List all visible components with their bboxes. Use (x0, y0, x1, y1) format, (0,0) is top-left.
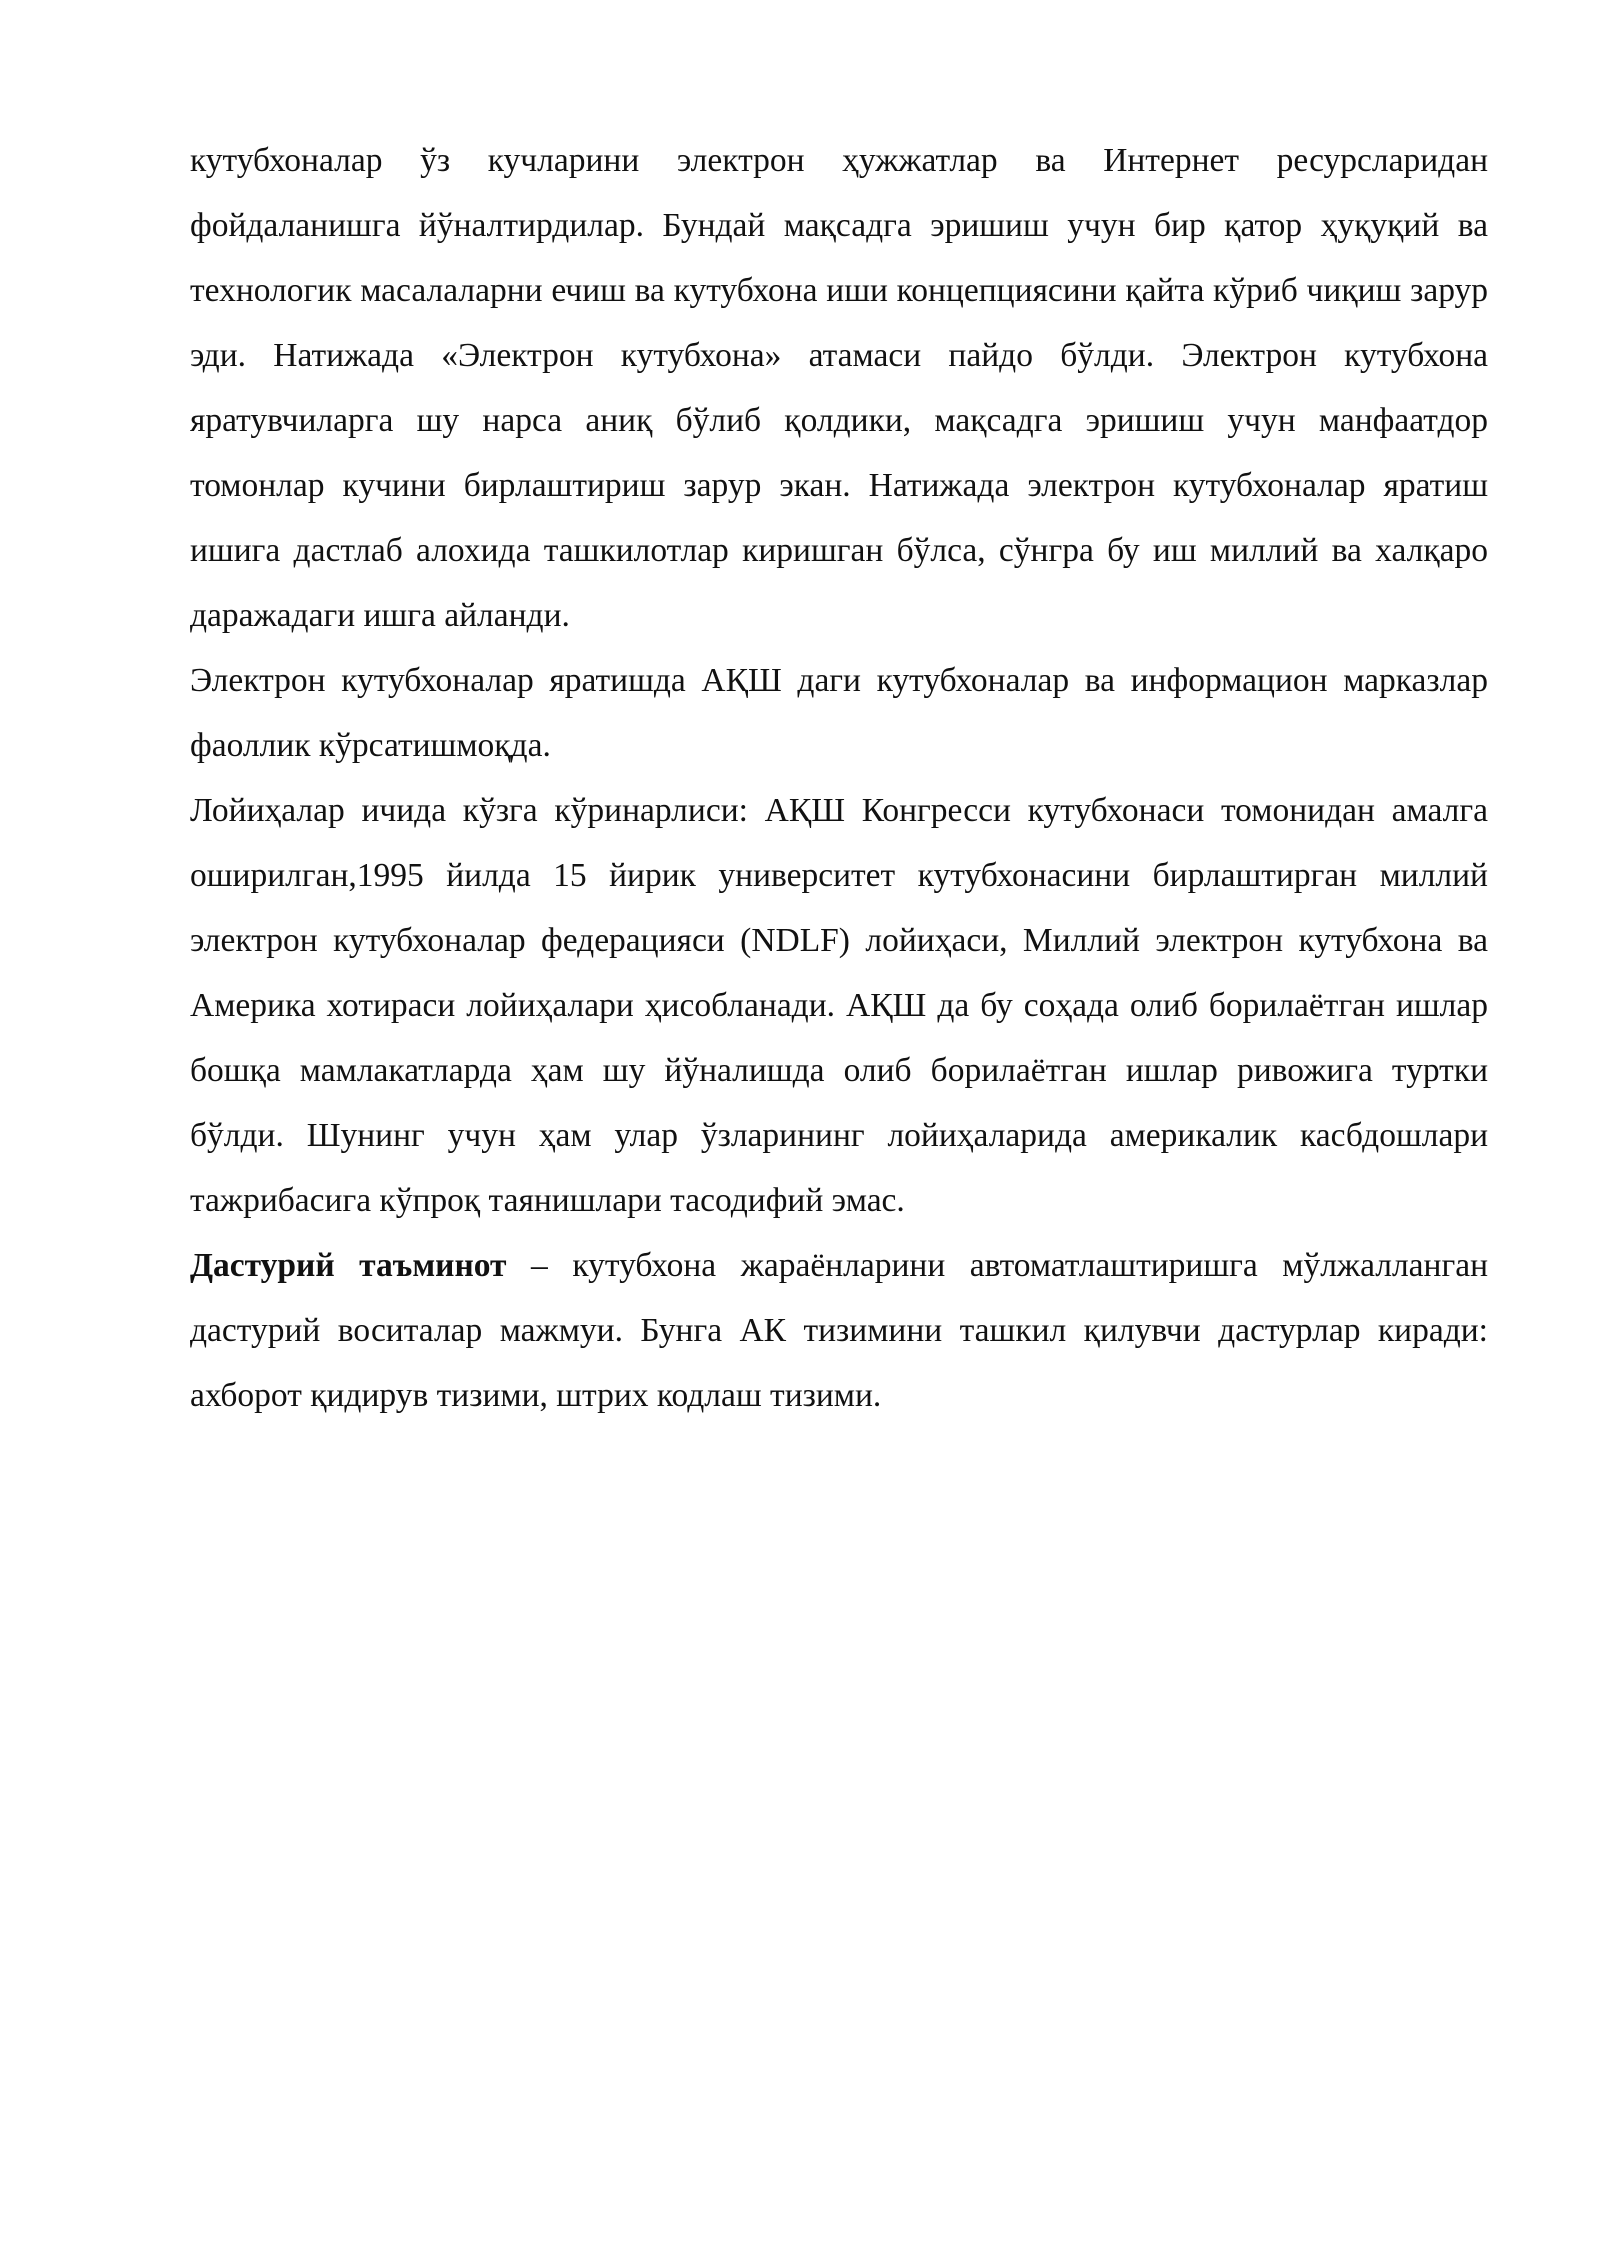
paragraph-software-definition (190, 1233, 1488, 1428)
paragraph-usa-libraries (190, 648, 1488, 778)
paragraph-electronic-libraries-intro (190, 128, 1488, 648)
paragraph-text: Лойиҳалар ичида кўзга кўринарлиси: АҚШ Конгресси кутубхонаси томонидан амалга оширилган,1995 йилда 15 йирик университет кутубхонасини бирлаштирган миллий электрон кутубхоналар федерацияси (NDLF) лойиҳаси, Миллий электрон кутубхона ва Америка хотираси лойиҳалари ҳисобланади. АҚШ да бу соҳада олиб борилаётган ишлар бошқа мамлакатларда ҳам шу йўналишда олиб борилаётган ишлар ривожига туртки бўлди. Шунинг учун ҳам улар ўзларининг лойиҳаларида америкалик касбдошлари тажрибасига кўпроқ таянишлари тасодифий эмас. (190, 792, 1488, 1219)
paragraph-text: Электрон кутубхоналар яратишда АҚШ даги кутубхоналар ва информацион марказлар фаоллик кўрсатишмоқда. (190, 662, 1488, 764)
paragraph-text: – кутубхона жараёнларини автоматлаштиришга мўлжалланган дастурий воситалар мажмуи. Бунга АК тизимини ташкил қилувчи дастурлар киради: ахборот қидирув тизими, штрих кодлаш тизими. (190, 1247, 1488, 1414)
paragraph-projects (190, 778, 1488, 1233)
defined-term: Дастурий таъминот (190, 1247, 507, 1284)
paragraph-text: кутубхоналар ўз кучларини электрон ҳужжатлар ва Интернет ресурсларидан фойдаланишга йўналтирдилар. Бундай мақсадга эришиш учун бир қатор ҳуқуқий ва технологик масалаларни ечиш ва кутубхона иши концепциясини қайта кўриб чиқиш зарур эди. Натижада «Электрон кутубхона» атамаси пайдо бўлди. Электрон кутубхона яратувчиларга шу нарса аниқ бўлиб қолдики, мақсадга эришиш учун манфаатдор томонлар кучини бирлаштириш зарур экан. Натижада электрон кутубхоналар яратиш ишига дастлаб алохида ташкилотлар киришган бўлса, сўнгра бу иш миллий ва халқаро даражадаги ишга айланди. (190, 142, 1488, 634)
document-page (190, 128, 1488, 1428)
